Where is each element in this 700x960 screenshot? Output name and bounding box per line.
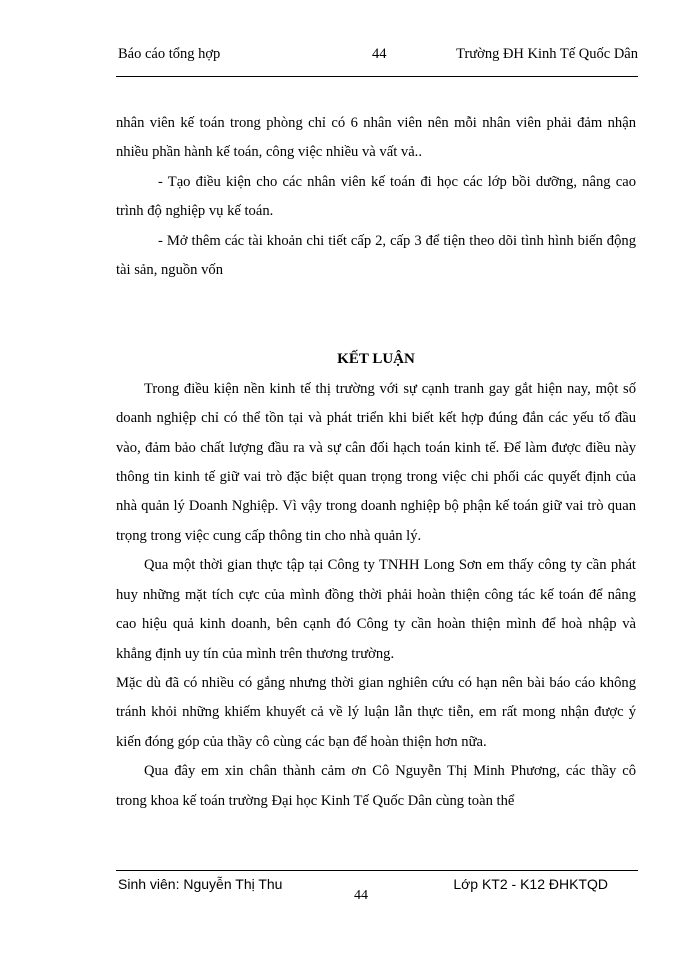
page-header — [118, 46, 638, 70]
page-body — [116, 109, 636, 816]
paragraph-bullet-training: - Tạo điều kiện cho các nhân viên kế toán đi học các lớp bồi dưỡng, nâng cao trình độ nghiệp vụ kế toán. — [116, 173, 636, 220]
header-right-text: Trường ĐH Kinh Tế Quốc Dân — [456, 46, 638, 62]
paragraph-conclusion-2: Qua một thời gian thực tập tại Công ty TNHH Long Sơn em thấy công ty cần phát huy những mặt tích cực của mình đồng thời phải hoàn thiện công tác kế toán để nâng cao hiệu quả kinh doanh, bên cạnh đó Công ty cần hoàn thiện mình để hoà nhập và khẳng định uy tín của mình trên thương trường. — [116, 557, 636, 662]
footer-page-number: 44 — [354, 888, 368, 903]
section-gap — [116, 285, 636, 345]
footer-class-info: Lớp KT2 - K12 ĐHKTQD — [453, 876, 608, 892]
paragraph-continuation: nhân viên kế toán trong phòng chỉ có 6 nhân viên nên mỗi nhân viên phải đảm nhận nhiều phần hành kế toán, công việc nhiều và vất vả.. — [116, 115, 636, 161]
paragraph-conclusion-1: Trong điều kiện nền kinh tế thị trường với sự cạnh tranh gay gắt hiện nay, một số doanh nghiệp chỉ có thể tồn tại và phát triển khi biết kết hợp đúng đắn các yếu tố đầu vào, đảm bảo chất lượng đầu ra và sự cân đối hạch toán kinh tế. Để làm được điều này thông tin kinh tế giữ vai trò đặc biệt quan trọng trong việc chi phối các quyết định của nhà quản lý Doanh Nghiệp. Vì vậy trong doanh nghiệp bộ phận kế toán giữ vai trò quan trọng trong việc cung cấp thông tin cho nhà quản lý. — [116, 380, 636, 544]
section-title: KẾT LUẬN — [337, 351, 415, 368]
header-divider — [116, 76, 638, 77]
paragraph-conclusion-3: Mặc dù đã có nhiều có gắng nhưng thời gian nghiên cứu có hạn nên bài báo cáo không tránh khỏi những khiếm khuyết cả về lý luận lẫn thực tiễn, em rất mong nhận được ý kiến đóng góp của thầy cô cùng các bạn để hoàn thiện hơn nữa. — [116, 674, 636, 750]
footer-student-name: Sinh viên: Nguyễn Thị Thu — [118, 876, 283, 892]
header-page-number: 44 — [372, 46, 387, 62]
page-footer — [118, 876, 638, 926]
paragraph-bullet-accounts: - Mở thêm các tài khoản chi tiết cấp 2, cấp 3 để tiện theo dõi tình hình biến động tài sản, nguồn vốn — [116, 232, 636, 279]
header-left-text: Báo cáo tổng hợp — [118, 46, 221, 62]
footer-divider — [116, 870, 638, 871]
paragraph-thanks: Qua đây em xin chân thành cảm ơn Cô Nguyễn Thị Minh Phương, các thầy cô trong khoa kế toán trường Đại học Kinh Tế Quốc Dân cùng toàn thể — [116, 763, 636, 809]
